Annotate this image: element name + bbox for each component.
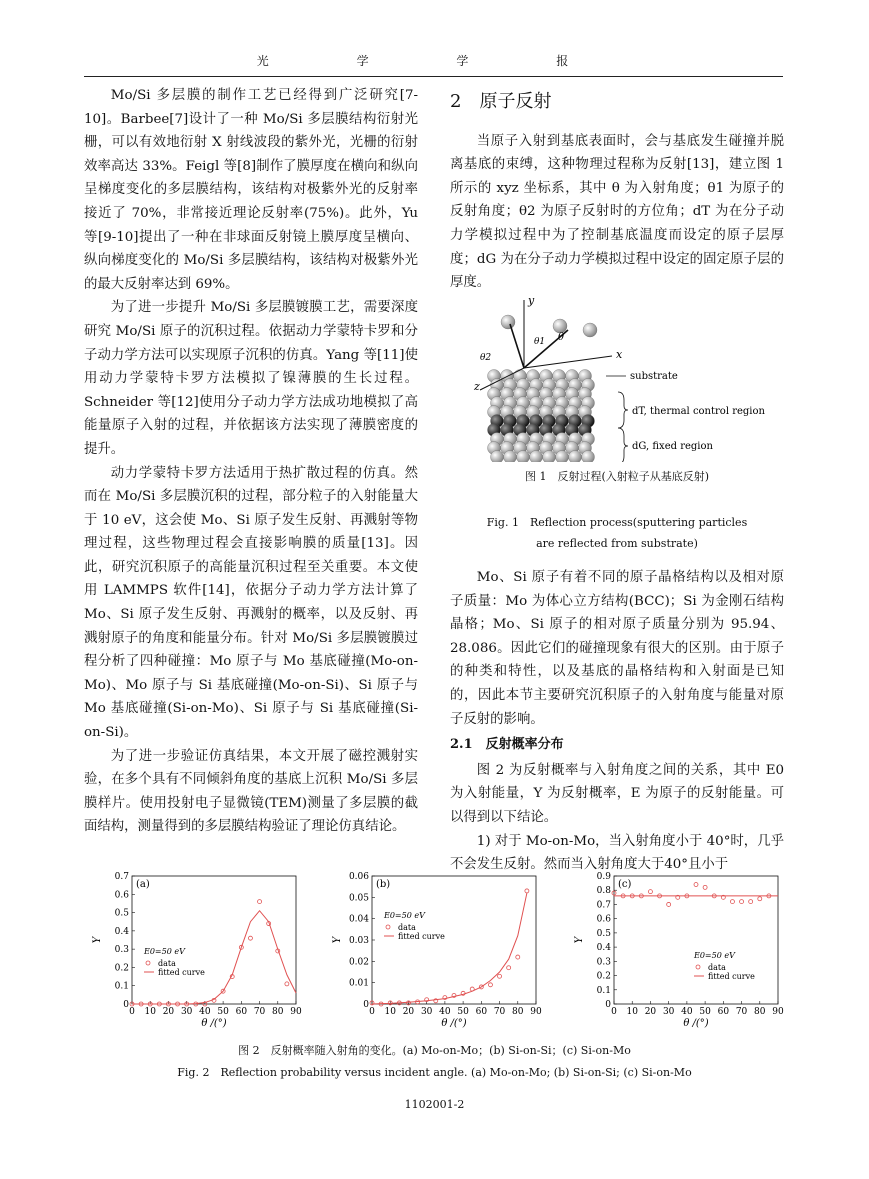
legend-fit-label: fitted curve xyxy=(708,972,755,981)
legend-data-marker xyxy=(146,961,150,965)
data-point xyxy=(470,987,474,991)
atom xyxy=(517,451,530,463)
legend-fit-label: fitted curve xyxy=(158,968,205,977)
chart-panel xyxy=(332,872,542,1029)
section-title: 2 原子反射 xyxy=(450,91,552,112)
x-tick-label: 0 xyxy=(611,1007,617,1017)
x-axis xyxy=(524,356,612,368)
y-tick-label: 0.2 xyxy=(114,963,129,974)
y-tick-label: 0.9 xyxy=(596,872,611,882)
legend-data-marker xyxy=(386,925,390,929)
x-tick-label: 10 xyxy=(384,1007,396,1017)
figure-1-caption-en-2: are reflected from substrate) xyxy=(536,537,698,550)
subsection-title: 2.1 反射概率分布 xyxy=(450,737,564,753)
x-tick-label: 30 xyxy=(420,1007,433,1017)
y-tick-label: 0.3 xyxy=(596,957,611,968)
y-tick-label: 0.4 xyxy=(596,943,611,954)
chart-panel xyxy=(92,872,302,1029)
x-axis-label: θ /(°) xyxy=(201,1018,227,1029)
x-tick-label: 30 xyxy=(180,1007,193,1017)
x-tick-label: 10 xyxy=(626,1007,638,1017)
y-axis-label: Y xyxy=(92,936,103,944)
legend-energy: E0=50 eV xyxy=(694,951,735,960)
data-point xyxy=(516,955,520,959)
y-tick-label: 0.5 xyxy=(596,928,611,939)
x-tick-label: 40 xyxy=(681,1007,693,1017)
fixed-label: dG, fixed region xyxy=(632,441,713,452)
plot-frame xyxy=(372,876,536,1004)
y-tick-label: 0 xyxy=(363,1000,369,1010)
figure-2 xyxy=(84,866,784,1034)
left-column xyxy=(84,84,418,839)
legend-fit-label: fitted curve xyxy=(398,932,445,941)
figure-1-caption-en-1: Fig. 1 Reflection process(sputtering particles xyxy=(486,516,748,529)
y-tick-label: 0 xyxy=(123,1000,129,1010)
y-tick-label: 0.03 xyxy=(348,936,369,946)
fitted-curve xyxy=(132,911,296,1004)
theta1-label: θ1 xyxy=(534,337,546,347)
legend-data-marker xyxy=(696,965,700,969)
legend-energy: E0=50 eV xyxy=(384,911,425,920)
y-axis-label: Y xyxy=(574,936,585,944)
y-tick-label: 0 xyxy=(605,1000,611,1010)
data-point xyxy=(667,902,671,906)
x-axis-label: θ /(°) xyxy=(441,1018,467,1029)
data-point xyxy=(258,900,262,904)
atom xyxy=(582,451,595,463)
data-point xyxy=(498,974,502,978)
running-header: 光 学 学 报 xyxy=(84,52,783,77)
y-tick-label: 0.5 xyxy=(114,908,129,919)
y-tick-label: 0.05 xyxy=(348,893,369,904)
data-point xyxy=(740,900,744,904)
x-tick-label: 30 xyxy=(662,1007,675,1017)
paragraph: 1) 对于 Mo-on-Mo，当入射角度小于 40°时，几乎不会发生反射。然而当入射角度大于40°且小于 xyxy=(450,833,784,873)
x-tick-label: 50 xyxy=(457,1007,469,1017)
data-point xyxy=(525,889,529,893)
thermal-brace xyxy=(618,392,628,428)
x-tick-label: 70 xyxy=(735,1007,748,1017)
data-point xyxy=(694,883,698,887)
y-axis-label: Y xyxy=(332,936,343,944)
x-tick-label: 20 xyxy=(402,1007,415,1017)
atom xyxy=(569,451,582,463)
x-tick-label: 20 xyxy=(644,1007,657,1017)
y-tick-label: 0.3 xyxy=(114,945,129,956)
y-tick-label: 0.6 xyxy=(114,890,129,901)
thermal-label: dT, thermal control region xyxy=(632,406,765,417)
x-tick-label: 40 xyxy=(199,1007,211,1017)
right-column-lower xyxy=(450,512,784,877)
data-point xyxy=(758,897,762,901)
data-point xyxy=(703,885,707,889)
figure-1 xyxy=(450,292,784,488)
x-tick-label: 80 xyxy=(754,1007,766,1017)
y-tick-label: 0.04 xyxy=(348,914,369,925)
chart-panel xyxy=(574,872,784,1029)
right-column xyxy=(450,84,784,295)
x-tick-label: 70 xyxy=(253,1007,266,1017)
x-tick-label: 60 xyxy=(717,1007,730,1017)
y-label: y xyxy=(528,294,535,307)
x-tick-label: 50 xyxy=(699,1007,711,1017)
legend-energy: E0=50 eV xyxy=(144,947,185,956)
paragraph: 动力学蒙特卡罗方法适用于热扩散过程的仿真。然而在 Mo/Si 多层膜沉积的过程，部分粒子的入射能量大于 10 eV，这会使 Mo、Si 原子发生反射、再溅射等物理过程，这些物理过程会直接影响膜的质量[13]。因此，研究沉积原子的高能量沉积过程至关重要。本文使用 LAMMPS 软件[14]，依据分子动力学方法计算了 Mo、Si 原子发生反射、再溅射的概率，以及反射、再溅射原子的角度和能量分布。针对 Mo/Si 多层膜镀膜过程分析了四种碰撞：Mo 原子与 Mo 基底碰撞(Mo-on-Mo)、Mo 原子与 Si 基底碰撞(Mo-on-Si)、Si 原子与 Mo 基底碰撞(Si-on-Mo)、Si 原子与 Si 基底碰撞(Si-on-Si)。 xyxy=(84,465,418,741)
x-tick-label: 10 xyxy=(144,1007,156,1017)
atom xyxy=(504,451,517,463)
data-point xyxy=(749,900,753,904)
figure-2-charts xyxy=(84,866,784,1034)
data-point xyxy=(285,982,289,986)
figure-2-caption-cn: 图 2 反射概率随入射角的变化。(a) Mo-on-Mo；(b) Si-on-Si；(c) Si-on-Mo xyxy=(238,1044,631,1057)
atom xyxy=(491,451,504,463)
x-tick-label: 90 xyxy=(530,1007,542,1017)
theta2-label: θ2 xyxy=(480,353,492,363)
legend-data-label: data xyxy=(708,963,726,972)
legend-data-label: data xyxy=(398,923,416,932)
incident-atom xyxy=(553,319,567,333)
theta-label: θ xyxy=(558,332,565,343)
substrate-label: substrate xyxy=(630,371,678,382)
plot-frame xyxy=(614,876,778,1004)
y-tick-label: 0.1 xyxy=(114,981,129,992)
atom xyxy=(556,451,569,463)
paragraph: 当原子入射到基底表面时，会与基底发生碰撞并脱离基底的束缚，这种物理过程称为反射[13]，建立图 1 所示的 xyz 坐标系，其中 θ 为入射角度；θ1 为原子的反射角度；θ2 为原子反射时的方位角；dT 为在分子动力学模拟过程中为了控制基底温度而设定的原子层厚度；dG 为在分子动力学模拟过程中设定的固定原子层的厚度。 xyxy=(450,133,784,291)
y-tick-label: 0.6 xyxy=(596,914,611,925)
legend-data-label: data xyxy=(158,959,176,968)
y-tick-label: 0.01 xyxy=(348,978,369,989)
panel-label: (b) xyxy=(376,879,391,890)
paragraph: 为了进一步验证仿真结果，本文开展了磁控溅射实验，在多个具有不同倾斜角度的基底上沉积 Mo/Si 多层膜样片。使用投射电子显微镜(TEM)测量了多层膜的截面结构，测量得到的多层膜结构验证了理论仿真结论。 xyxy=(84,748,418,835)
reflected-arrow xyxy=(510,324,524,368)
x-tick-label: 0 xyxy=(369,1007,375,1017)
paragraph: 为了进一步提升 Mo/Si 多层膜镀膜工艺，需要深度研究 Mo/Si 原子的沉积过程。依据动力学蒙特卡罗和分子动力学方法可以实现原子沉积的仿真。Yang 等[11]使用动力学蒙特卡罗方法模拟了镍薄膜的生长过程。Schneider 等[12]使用分子动力学方法成功地模拟了高能量原子入射的过程，并依据该方法实现了薄膜密度的提升。 xyxy=(84,300,418,457)
x-label: x xyxy=(616,348,623,361)
atom xyxy=(530,451,543,463)
x-tick-label: 50 xyxy=(217,1007,229,1017)
y-tick-label: 0.8 xyxy=(596,886,611,897)
x-tick-label: 80 xyxy=(272,1007,284,1017)
y-tick-label: 0.7 xyxy=(596,900,611,911)
paragraph: 图 2 为反射概率与入射角度之间的关系，其中 E0 为入射能量，Y 为反射概率，E 为原子的反射能量。可以得到以下结论。 xyxy=(450,762,784,825)
paragraph: Mo、Si 原子有着不同的原子晶格结构以及相对原子质量：Mo 为体心立方结构(BCC)；Si 为金刚石结构晶格；Mo、Si 原子的相对原子质量分别为 95.94、28.086。因此它们的碰撞现象有很大的区别。由于原子的种类和特性，以及基底的晶格结构和入射面是已知的，因此本节主要研究沉积原子的入射角度与能量对原子反射的影响。 xyxy=(450,570,784,727)
page-number: 1102001-2 xyxy=(404,1098,465,1111)
x-axis-label: θ /(°) xyxy=(683,1018,709,1029)
x-tick-label: 80 xyxy=(512,1007,524,1017)
x-tick-label: 90 xyxy=(290,1007,302,1017)
atom xyxy=(543,451,556,463)
data-point xyxy=(248,936,252,940)
y-tick-label: 0.06 xyxy=(348,872,369,882)
data-point xyxy=(488,983,492,987)
z-label: z xyxy=(474,380,480,393)
paragraph: Mo/Si 多层膜的制作工艺已经得到广泛研究[7-10]。Barbee[7]设计了一种 Mo/Si 多层膜结构衍射光栅，可以有效地衍射 X 射线波段的紫外光，光栅的衍射效率高达 33%。Feigl 等[8]制作了膜厚度在横向和纵向呈梯度变化的多层膜结构，该结构对极紫外光的反射率接近了 70%，非常接近理论反射率(75%)。此外，Yu 等[9-10]提出了一种在非球面反射镜上膜厚度呈横向、纵向梯度变化的 Mo/Si 多层膜结构，该结构对极紫外光的最大反射率达到 69%。 xyxy=(84,88,418,292)
x-tick-label: 60 xyxy=(475,1007,488,1017)
reflected-atom xyxy=(501,315,515,329)
data-point xyxy=(730,900,734,904)
y-tick-label: 0.4 xyxy=(114,926,129,937)
y-tick-label: 0.1 xyxy=(596,985,611,996)
figure-1-caption-cn: 图 1 反射过程(入射粒子从基底反射) xyxy=(524,470,710,483)
x-tick-label: 70 xyxy=(493,1007,506,1017)
incident-atom xyxy=(583,323,597,337)
x-tick-label: 60 xyxy=(235,1007,248,1017)
plot-frame xyxy=(132,876,296,1004)
data-point xyxy=(507,966,511,970)
y-tick-label: 0.02 xyxy=(348,957,369,968)
panel-label: (c) xyxy=(618,879,632,890)
x-tick-label: 20 xyxy=(162,1007,175,1017)
data-point xyxy=(648,890,652,894)
fixed-brace xyxy=(618,428,628,462)
x-tick-label: 40 xyxy=(439,1007,451,1017)
figure-2-caption-en: Fig. 2 Reflection probability versus incident angle. (a) Mo-on-Mo; (b) Si-on-Si; (c) Si-on-Mo xyxy=(177,1066,692,1079)
x-tick-label: 90 xyxy=(772,1007,784,1017)
x-tick-label: 0 xyxy=(129,1007,135,1017)
panel-label: (a) xyxy=(136,879,150,890)
y-tick-label: 0.7 xyxy=(114,872,129,882)
reflection-diagram xyxy=(450,292,784,462)
y-tick-label: 0.2 xyxy=(596,971,611,982)
fitted-curve xyxy=(372,893,527,1004)
